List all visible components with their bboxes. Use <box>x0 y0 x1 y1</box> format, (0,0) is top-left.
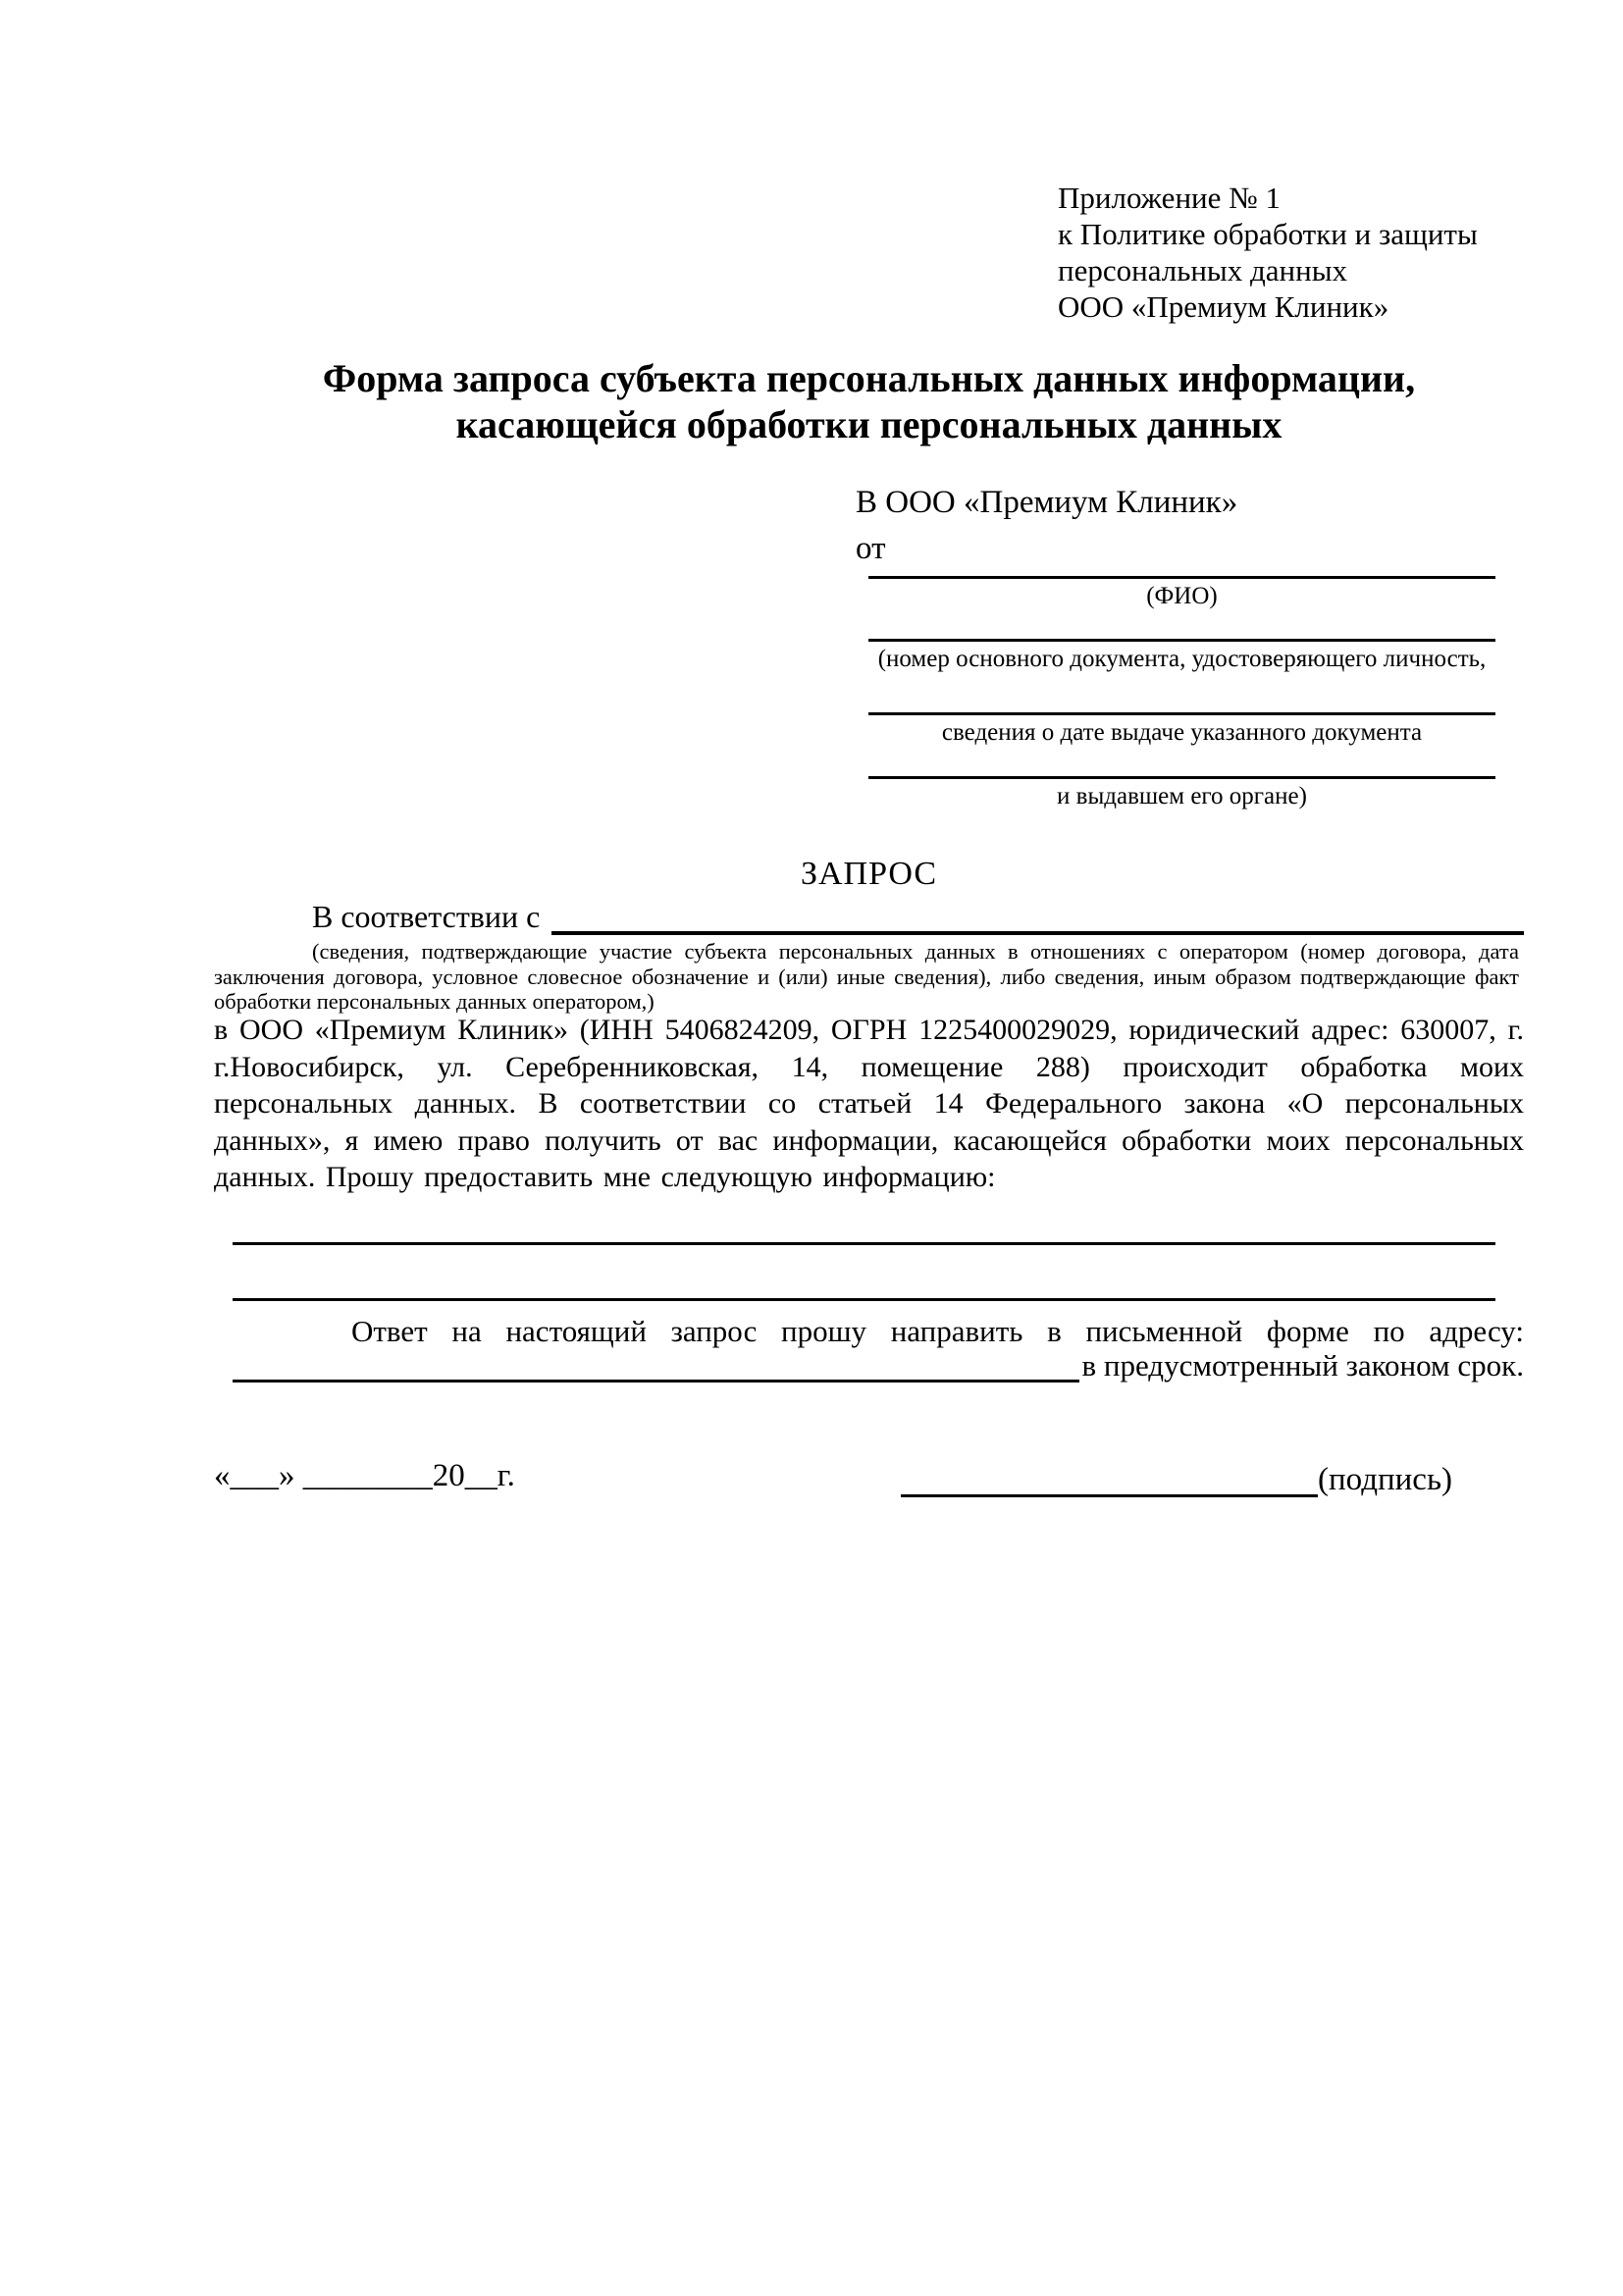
document-title <box>214 355 1524 447</box>
reply-sentence: Ответ на настоящий запрос прошу направить в письменной форме по адресу: <box>351 1314 1524 1348</box>
appendix-line-2: к Политике обработки и защиты <box>1058 217 1478 251</box>
id-document-blank-line <box>868 639 1495 673</box>
explanatory-note: (сведения, подтверждающие участие субъекта персональных данных в отношениях с оператором (номер договора, дата заключения договора, условное словесное обозначение и (или) иные сведения), либо сведения, иным образом подтверждающие факт обработки персональных данных оператором,) <box>214 939 1519 1014</box>
info-blank-line-2 <box>233 1298 1495 1301</box>
document-title-line-1: Форма запроса субъекта персональных данных информации, <box>322 356 1416 400</box>
reply-tail: в предусмотренный законом срок. <box>1081 1348 1524 1383</box>
addressee-organization: В ООО «Премиум Клиник» <box>856 485 1238 520</box>
issuing-authority-caption: и выдавшем его органе) <box>1057 783 1307 809</box>
id-document-caption: (номер основного документа, удостоверяющего личность, <box>877 646 1487 672</box>
issuing-authority-blank-line <box>868 776 1495 810</box>
document-title-line-2: касающейся обработки персональных данных <box>455 402 1283 446</box>
intro-line <box>214 897 1524 940</box>
intro-prefix: В соответствии с <box>312 899 541 934</box>
signature-caption: (подпись) <box>1318 1462 1452 1497</box>
date-line: «___» ________20__г. <box>214 1458 515 1493</box>
info-blank-line-1 <box>233 1242 1495 1245</box>
grounds-blank-line <box>551 897 1524 935</box>
signature-row <box>901 1458 1452 1503</box>
fio-caption: (ФИО) <box>1146 583 1218 609</box>
request-heading: ЗАПРОС <box>800 856 938 892</box>
issue-date-blank-line <box>868 712 1495 747</box>
fio-blank-line <box>868 576 1495 610</box>
issue-date-caption: сведения о дате выдаче указанного документа <box>941 719 1423 746</box>
request-body: в ООО «Премиум Клиник» (ИНН 5406824209, ОГРН 1225400029029, юридический адрес: 630007, г. г.Новосибирск, ул. Серебренниковская, 14, помещение 288) происходит обработка моих персональных данных. В соответствии со статьей 14 Федерального закона «О персональных данных», я имею право получить от вас информации, касающейся обработки моих персональных данных. Прошу предоставить мне следующую информацию: <box>214 1014 1524 1193</box>
appendix-line-1: Приложение № 1 <box>1058 181 1281 215</box>
appendix-line-3: персональных данных <box>1058 253 1348 287</box>
signature-blank-line <box>901 1458 1318 1497</box>
reply-address-row <box>233 1346 1524 1387</box>
appendix-block <box>1058 180 1478 325</box>
reply-address-blank-line <box>233 1346 1079 1383</box>
addressee-from-label: от <box>856 531 886 566</box>
appendix-line-4: ООО «Премиум Клиник» <box>1058 289 1389 324</box>
